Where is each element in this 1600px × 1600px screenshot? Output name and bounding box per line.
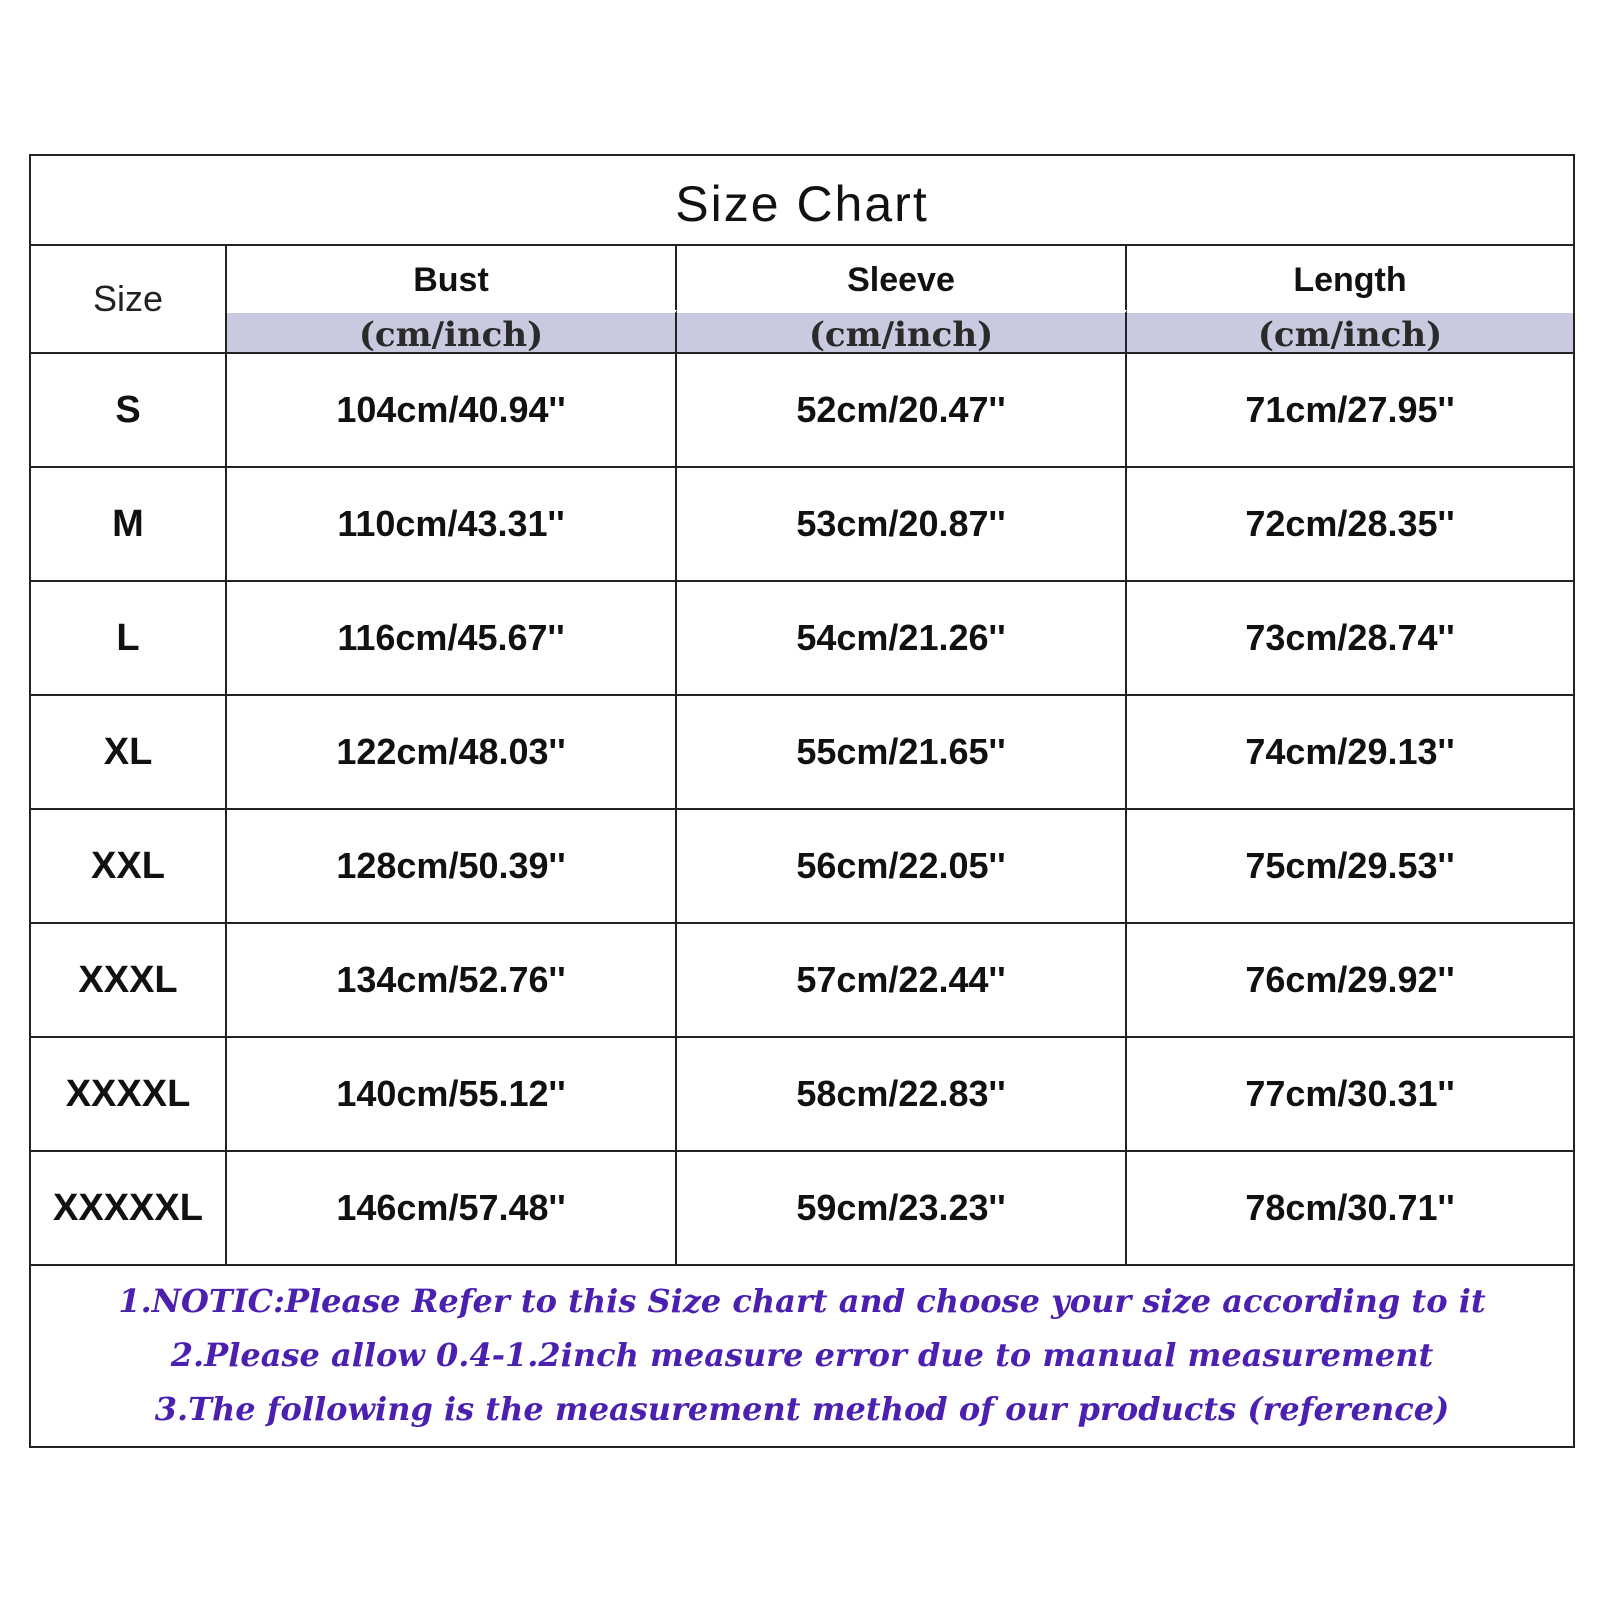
bust-cell: 122cm/48.03'' (227, 696, 677, 810)
size-cell: XXXXL (31, 1038, 227, 1152)
title-row (31, 156, 1573, 246)
length-column-header: Length (1293, 260, 1407, 299)
bust-column-header: Bust (227, 246, 677, 310)
sleeve-cell: 58cm/22.83'' (677, 1038, 1127, 1152)
length-cell: 78cm/30.71'' (1127, 1152, 1573, 1266)
size-column-header: Size (31, 246, 227, 354)
sleeve-unit-label: (cm/inch) (677, 310, 1127, 354)
length-cell: 72cm/28.35'' (1127, 468, 1573, 582)
size-chart (29, 154, 1575, 1448)
size-cell: XXXXXL (31, 1152, 227, 1266)
chart-title: Size Chart (675, 176, 929, 232)
bust-cell: 134cm/52.76'' (227, 924, 677, 1038)
size-cell: M (31, 468, 227, 582)
bust-cell: 146cm/57.48'' (227, 1152, 677, 1266)
size-cell: XXXL (31, 924, 227, 1038)
note-2: 2.Please allow 0.4-1.2inch measure error due to manual measurement (170, 1336, 1434, 1374)
bust-cell: 140cm/55.12'' (227, 1038, 677, 1152)
sleeve-cell: 57cm/22.44'' (677, 924, 1127, 1038)
sleeve-cell: 55cm/21.65'' (677, 696, 1127, 810)
size-cell: XXL (31, 810, 227, 924)
size-table (31, 246, 1573, 354)
sleeve-cell: 53cm/20.87'' (677, 468, 1127, 582)
size-cell: L (31, 582, 227, 696)
bust-cell: 110cm/43.31'' (227, 468, 677, 582)
length-unit-label: (cm/inch) (1127, 310, 1573, 354)
sleeve-cell: 59cm/23.23'' (677, 1152, 1127, 1266)
size-cell: XL (31, 696, 227, 810)
length-cell: 77cm/30.31'' (1127, 1038, 1573, 1152)
bust-unit-label: (cm/inch) (227, 310, 677, 354)
bust-cell: 104cm/40.94'' (227, 354, 677, 468)
note-1: 1.NOTIC:Please Refer to this Size chart and choose your size according to it (118, 1282, 1486, 1320)
bust-cell: 116cm/45.67'' (227, 582, 677, 696)
length-cell: 73cm/28.74'' (1127, 582, 1573, 696)
sleeve-column-header: Sleeve (677, 246, 1127, 310)
length-cell: 71cm/27.95'' (1127, 354, 1573, 468)
sleeve-cell: 56cm/22.05'' (677, 810, 1127, 924)
sleeve-cell: 52cm/20.47'' (677, 354, 1127, 468)
size-rows (31, 354, 1573, 1266)
notes-section (31, 1266, 1573, 1450)
length-cell: 75cm/29.53'' (1127, 810, 1573, 924)
note-3: 3.The following is the measurement method of our products (reference) (154, 1390, 1450, 1428)
sleeve-cell: 54cm/21.26'' (677, 582, 1127, 696)
length-cell: 76cm/29.92'' (1127, 924, 1573, 1038)
size-cell: S (31, 354, 227, 468)
bust-cell: 128cm/50.39'' (227, 810, 677, 924)
length-cell: 74cm/29.13'' (1127, 696, 1573, 810)
